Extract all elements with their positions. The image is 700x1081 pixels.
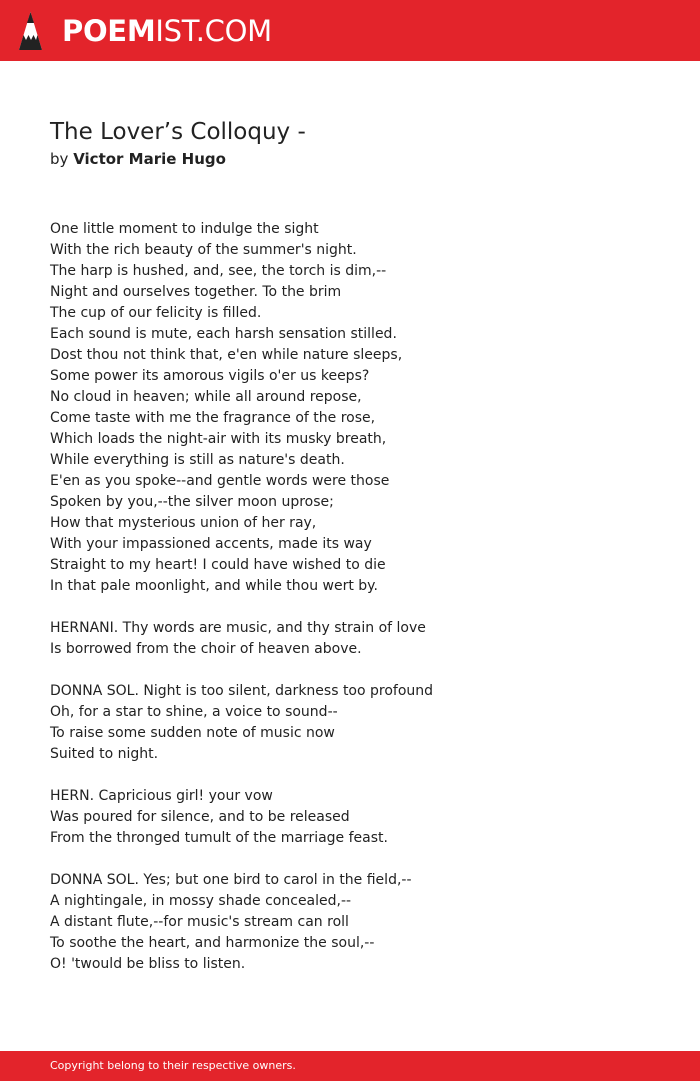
poem-line: DONNA SOL. Yes; but one bird to carol in the field,--	[50, 872, 412, 888]
poem-line: One little moment to indulge the sight	[50, 221, 319, 237]
by-label: by	[50, 150, 69, 168]
poem-line: Suited to night.	[50, 746, 159, 762]
site-header	[0, 0, 700, 61]
poem-stanza	[50, 786, 670, 849]
site-footer	[0, 1051, 700, 1081]
poem-line: The cup of our felicity is filled.	[50, 305, 262, 321]
poem-stanza	[50, 681, 670, 765]
poem-line: E'en as you spoke--and gentle words were those	[50, 473, 390, 489]
poem-line: Night and ourselves together. To the brim	[50, 284, 342, 300]
poem-line: The harp is hushed, and, see, the torch is dim,--	[50, 263, 387, 279]
poem-line: From the thronged tumult of the marriage feast.	[50, 830, 388, 846]
poem-line: DONNA SOL. Night is too silent, darkness too profound	[50, 683, 434, 699]
poem-line: Some power its amorous vigils o'er us keeps?	[50, 368, 370, 384]
poem-line: Spoken by you,--the silver moon uprose;	[50, 494, 334, 510]
poem-line: Come taste with me the fragrance of the rose,	[50, 410, 376, 426]
byline	[50, 149, 226, 169]
poem-line: Is borrowed from the choir of heaven above.	[50, 641, 362, 657]
poem-line: No cloud in heaven; while all around repose,	[50, 389, 362, 405]
poem-line: How that mysterious union of her ray,	[50, 515, 317, 531]
poem-title: The Lover’s Colloquy -	[50, 119, 306, 145]
poem-line: HERNANI. Thy words are music, and thy strain of love	[50, 620, 426, 636]
poem-line: Dost thou not think that, e'en while nature sleeps,	[50, 347, 403, 363]
poem-line: With your impassioned accents, made its way	[50, 536, 372, 552]
poem-line: To soothe the heart, and harmonize the soul,--	[50, 935, 375, 951]
poem-line: While everything is still as nature's death.	[50, 452, 345, 468]
poem-line: O! 'twould be bliss to listen.	[50, 956, 246, 972]
poem-line: Was poured for silence, and to be released	[50, 809, 350, 825]
poem-line: A distant flute,--for music's stream can roll	[50, 914, 349, 930]
poem-stanza	[50, 219, 670, 597]
poem-stanza	[50, 618, 670, 660]
poem-stanza	[50, 870, 670, 975]
logo-text-bold: POEM	[62, 14, 156, 48]
site-logo[interactable]	[62, 13, 272, 49]
poem-line: Oh, for a star to shine, a voice to sound--	[50, 704, 338, 720]
poem-line: In that pale moonlight, and while thou wert by.	[50, 578, 378, 594]
pencil-tip-icon[interactable]	[18, 11, 43, 51]
logo-text-light: IST.COM	[155, 14, 272, 48]
poem-line: To raise some sudden note of music now	[50, 725, 335, 741]
author-name: Victor Marie Hugo	[73, 150, 226, 168]
poem-line: HERN. Capricious girl! your vow	[50, 788, 273, 804]
poem-line: Each sound is mute, each harsh sensation stilled.	[50, 326, 397, 342]
poem-line: Straight to my heart! I could have wished to die	[50, 557, 386, 573]
poem-line: A nightingale, in mossy shade concealed,--	[50, 893, 352, 909]
poem-line: With the rich beauty of the summer's night.	[50, 242, 357, 258]
copyright-text: Copyright belong to their respective owners.	[50, 1059, 296, 1072]
poem-line: Which loads the night-air with its musky breath,	[50, 431, 387, 447]
poem-body	[50, 219, 670, 996]
